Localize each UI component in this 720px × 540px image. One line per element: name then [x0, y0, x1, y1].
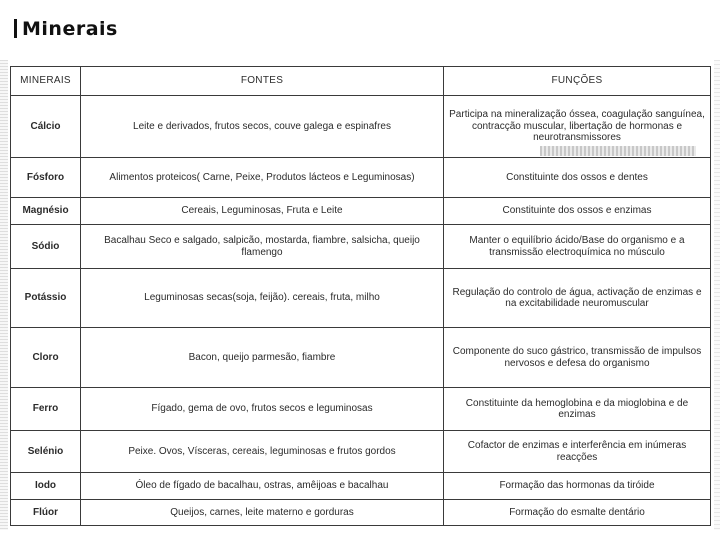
table-header-row	[11, 67, 711, 96]
minerals-table	[10, 66, 711, 526]
page-title	[14, 18, 118, 40]
header-minerais: MINERAIS	[11, 67, 81, 96]
mineral-cell: Potássio	[11, 269, 81, 328]
funcoes-cell: Regulação do controlo de água, activação de enzimas e na excitabilidade neuromuscular	[444, 269, 711, 328]
funcoes-cell: Participa na mineralização óssea, coagulação sanguínea, contracção muscular, libertação de hormonas e neurotransmissores	[444, 96, 711, 158]
funcoes-cell: Constituinte dos ossos e dentes	[444, 158, 711, 198]
title-bar-decoration	[14, 19, 17, 38]
header-fontes: FONTES	[81, 67, 444, 96]
mineral-cell: Flúor	[11, 500, 81, 526]
fontes-cell: Fígado, gema de ovo, frutos secos e leguminosas	[81, 388, 444, 431]
fontes-cell: Óleo de fígado de bacalhau, ostras, amêijoas e bacalhau	[81, 473, 444, 500]
table-row	[11, 388, 711, 431]
funcoes-cell: Formação do esmalte dentário	[444, 500, 711, 526]
fontes-cell: Leguminosas secas(soja, feijão). cereais, fruta, milho	[81, 269, 444, 328]
mineral-cell: Cálcio	[11, 96, 81, 158]
table-row	[11, 158, 711, 198]
scan-noise-strip	[540, 146, 696, 156]
fontes-cell: Peixe. Ovos, Vísceras, cereais, leguminosas e frutos gordos	[81, 431, 444, 473]
table-row	[11, 198, 711, 225]
mineral-cell: Selénio	[11, 431, 81, 473]
fontes-cell: Queijos, carnes, leite materno e gorduras	[81, 500, 444, 526]
table-row	[11, 500, 711, 526]
fontes-cell: Bacalhau Seco e salgado, salpicão, mostarda, fiambre, salsicha, queijo flamengo	[81, 225, 444, 269]
mineral-cell: Fósforo	[11, 158, 81, 198]
scan-edge-right	[714, 60, 720, 530]
funcoes-cell: Formação das hormonas da tiróide	[444, 473, 711, 500]
mineral-cell: Ferro	[11, 388, 81, 431]
fontes-cell: Alimentos proteicos( Carne, Peixe, Produtos lácteos e Leguminosas)	[81, 158, 444, 198]
page-title-text: Minerais	[22, 18, 118, 40]
funcoes-cell: Constituinte dos ossos e enzimas	[444, 198, 711, 225]
table-row	[11, 328, 711, 388]
mineral-cell: Iodo	[11, 473, 81, 500]
mineral-cell: Magnésio	[11, 198, 81, 225]
funcoes-cell: Constituinte da hemoglobina e da mioglobina e de enzimas	[444, 388, 711, 431]
mineral-cell: Sódio	[11, 225, 81, 269]
table-row	[11, 431, 711, 473]
scan-edge-left	[0, 60, 8, 530]
mineral-cell: Cloro	[11, 328, 81, 388]
funcoes-cell: Manter o equilíbrio ácido/Base do organismo e a transmissão electroquímica no músculo	[444, 225, 711, 269]
table-row	[11, 225, 711, 269]
header-funcoes: FUNÇÕES	[444, 67, 711, 96]
table-row	[11, 269, 711, 328]
funcoes-cell: Cofactor de enzimas e interferência em inúmeras reacções	[444, 431, 711, 473]
funcoes-cell: Componente do suco gástrico, transmissão de impulsos nervosos e defesa do organismo	[444, 328, 711, 388]
table-row	[11, 473, 711, 500]
fontes-cell: Bacon, queijo parmesão, fiambre	[81, 328, 444, 388]
fontes-cell: Cereais, Leguminosas, Fruta e Leite	[81, 198, 444, 225]
fontes-cell: Leite e derivados, frutos secos, couve galega e espinafres	[81, 96, 444, 158]
